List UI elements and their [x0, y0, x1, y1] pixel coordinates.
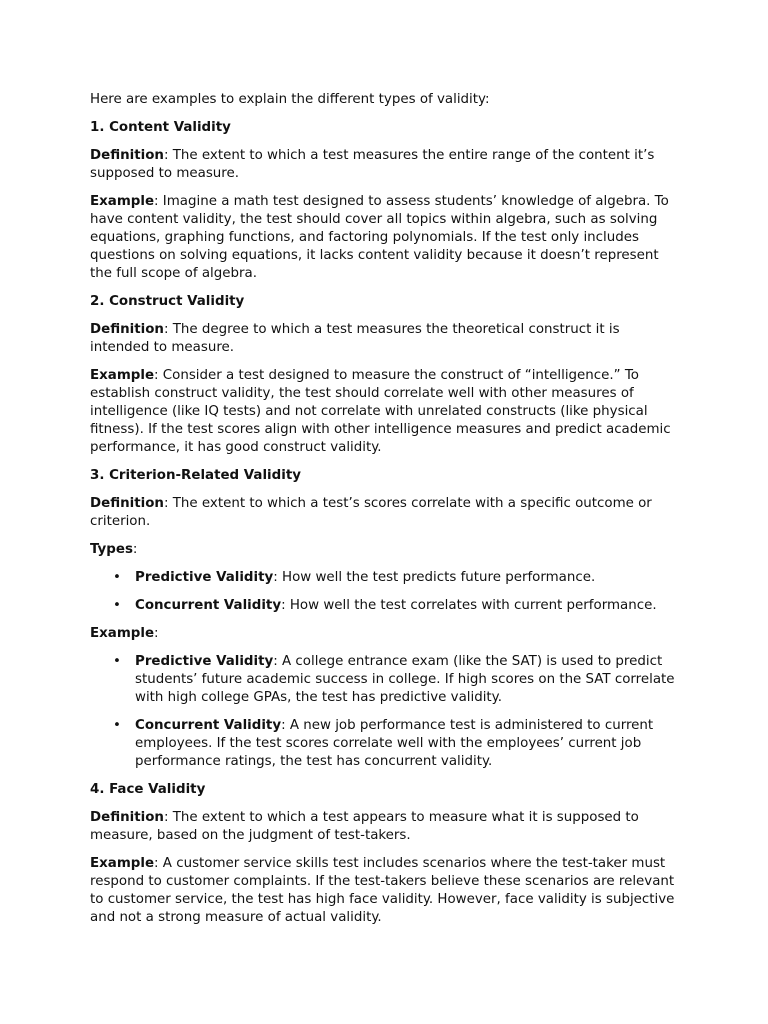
example-item-text: : A college entrance exam (like the SAT) is used to predict students’ future academic success in college. If high scores on the SAT correlate with high college GPAs, the test has predictive validity. — [135, 654, 675, 705]
construct-validity-definition — [90, 321, 680, 357]
criterion-validity-definition — [90, 495, 680, 531]
type-text: : How well the test correlates with current performance. — [281, 598, 657, 613]
types-list — [90, 569, 680, 615]
definition-label: Definition — [90, 322, 164, 337]
definition-text: : The extent to which a test measures the entire range of the content it’s supposed to measure. — [90, 148, 655, 181]
list-item — [113, 717, 680, 771]
examples-list — [90, 653, 680, 771]
types-heading — [90, 541, 680, 559]
section-heading-construct-validity: 2. Construct Validity — [90, 294, 245, 309]
bullet-icon: • — [113, 718, 121, 733]
bullet-icon: • — [113, 654, 121, 669]
list-item — [113, 569, 680, 587]
section-heading-face-validity: 4. Face Validity — [90, 782, 206, 797]
face-validity-definition — [90, 809, 680, 845]
example-text: : Imagine a math test designed to assess students’ knowledge of algebra. To have content validity, the test should cover all topics within algebra, such as solving equations, graphing functions, and factoring polynomials. If the test only includes questions on solving equations, it lacks content validity because it doesn’t represent the full scope of algebra. — [90, 194, 669, 281]
intro-text: Here are examples to explain the different types of validity: — [90, 92, 490, 107]
example-item-text: : A new job performance test is administered to current employees. If the test scores correlate well with the employees’ current job performance ratings, the test has concurrent validity. — [135, 718, 654, 769]
types-colon: : — [132, 542, 138, 557]
section-heading-content-validity: 1. Content Validity — [90, 120, 231, 135]
definition-text: : The extent to which a test appears to measure what it is supposed to measure, based on the judgment of test-takers. — [90, 810, 639, 843]
example-label: Example — [90, 194, 155, 209]
type-label: Predictive Validity — [135, 570, 274, 585]
list-item — [113, 597, 680, 615]
type-label: Concurrent Validity — [135, 598, 282, 613]
example-text: : Consider a test designed to measure the construct of “intelligence.” To establish construct validity, the test should correlate well with other measures of intelligence (like IQ tests) and not correlate with unrelated constructs (like physical fitness). If the test scores align with other intelligence measures and predict academic performance, it has good construct validity. — [90, 368, 671, 455]
types-label: Types — [90, 542, 133, 557]
type-text: : How well the test predicts future performance. — [273, 570, 596, 585]
definition-text: : The degree to which a test measures the theoretical construct it is intended to measure. — [90, 322, 620, 355]
example-colon: : — [154, 626, 159, 641]
example-item-label: Concurrent Validity — [135, 718, 282, 733]
construct-validity-example — [90, 367, 680, 457]
example-label: Example — [90, 368, 155, 383]
examples-heading — [90, 625, 680, 643]
definition-label: Definition — [90, 810, 164, 825]
list-item — [113, 653, 680, 707]
bullet-icon: • — [113, 570, 121, 585]
example-label: Example — [90, 626, 155, 641]
document-body — [90, 91, 680, 937]
definition-label: Definition — [90, 148, 164, 163]
section-heading-criterion-related-validity: 3. Criterion-Related Validity — [90, 468, 301, 483]
content-validity-example — [90, 193, 680, 283]
face-validity-example — [90, 855, 680, 927]
bullet-icon: • — [113, 598, 121, 613]
example-item-label: Predictive Validity — [135, 654, 274, 669]
definition-text: : The extent to which a test’s scores correlate with a specific outcome or criterion. — [90, 496, 652, 529]
example-label: Example — [90, 856, 155, 871]
definition-label: Definition — [90, 496, 164, 511]
content-validity-definition — [90, 147, 680, 183]
example-text: : A customer service skills test includes scenarios where the test-taker must respond to customer complaints. If the test-takers believe these scenarios are relevant to customer service, the test has high face validity. However, face validity is subjective and not a strong measure of actual validity. — [90, 856, 675, 925]
